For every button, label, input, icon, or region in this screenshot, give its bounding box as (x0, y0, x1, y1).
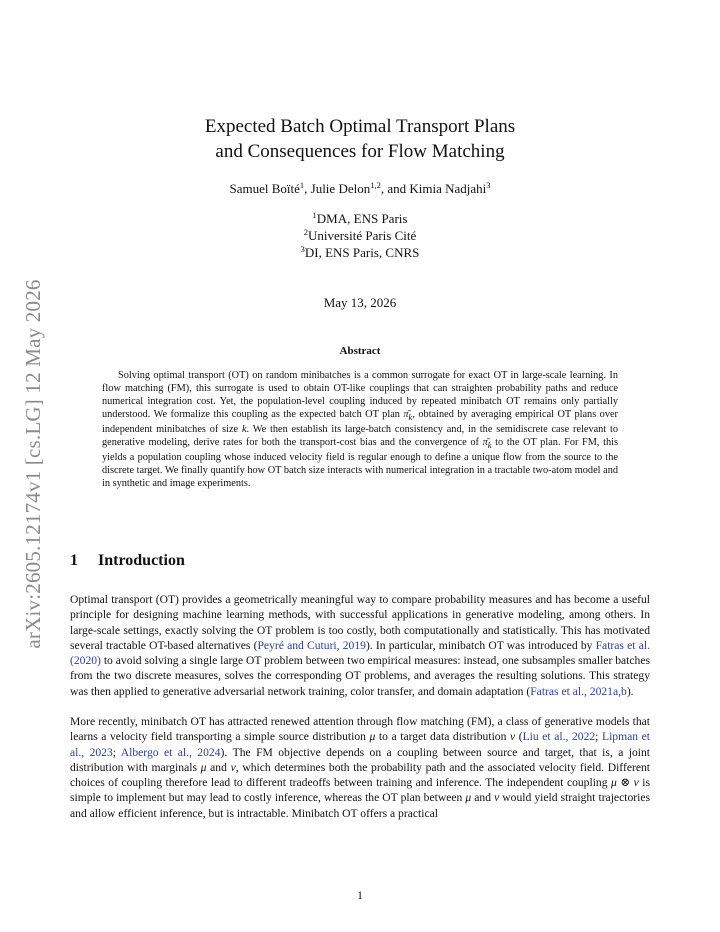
author-separator: , (304, 181, 311, 196)
affiliation-list (0, 210, 720, 261)
body-paragraph (70, 592, 650, 699)
page-number: 1 (357, 890, 363, 902)
citation-link[interactable]: Peyré and Cuturi, 2019 (257, 638, 366, 652)
paragraph-text: More recently, minibatch OT has attracted renewed attention through flow matching (FM), a class of generative models that learns a velocity field transporting a simple source distribution (70, 715, 650, 744)
abstract-text: , obtained by averaging empirical OT plans over independent minibatches of size (102, 408, 618, 435)
abstract-heading: Abstract (339, 345, 381, 357)
paragraph-text: would yield straight trajectories and allow efficient inference, but is intractable. Minibatch OT offers a practical (70, 791, 650, 820)
paragraph-text: , which determines both the probability path and the associated velocity field. Different choices of coupling therefore lead to different tradeoffs between training and inference. The independent coupling (70, 760, 650, 790)
affiliation-name: Université Paris Cité (307, 228, 417, 243)
author-name: Kimia Nadjahi (409, 181, 487, 196)
math-pi-bar: π̄ (482, 436, 488, 448)
math-subscript: k (487, 439, 492, 450)
math-mu: μ (369, 730, 376, 744)
math-mu: μ (200, 760, 207, 774)
paragraph-text: to a target data distribution (375, 730, 510, 744)
affiliation-mark: 3 (300, 244, 305, 254)
citation-link[interactable]: Lipman et al., 2023 (70, 730, 650, 759)
citation-link[interactable]: Albergo et al., 2024 (120, 745, 221, 759)
abstract-text: . We then establish its large-batch consistency and, in the semidiscrete case relevant to generative modeling, derive rates for both the transport-cost bias and the convergence of (102, 423, 618, 448)
abstract-text: Solving optimal transport (OT) on random minibatches is a common surrogate for exact OT in large-scale learning. In flow matching (FM), this surrogate is used to obtain OT-like couplings that can straighten probability paths and reduce numerical integration cost. Yet, the population-level coupling induced by repeated minibatch OT remains only partially understood. We formalize this coupling as the expected batch OT plan (102, 370, 618, 420)
section-title: Introduction (98, 552, 185, 569)
citation-link[interactable]: Fatras et al., 2021a,b (530, 684, 627, 698)
math-mu: μ (465, 791, 472, 805)
math-subscript: k (408, 411, 413, 422)
title-line-2: and Consequences for Flow Matching (215, 141, 505, 162)
author-separator: , and (380, 181, 410, 196)
title-line-1: Expected Batch Optimal Transport Plans (204, 116, 516, 137)
paragraph-text: Optimal transport (OT) provides a geometrically meaningful way to compare probability measures and has become a useful principle for designing machine learning methods, with successful applications in generative modeling, among others. In large-scale settings, exactly solving the OT problem is too costly, both computationally and statistically. This has motivated several tractable OT-based alternatives ( (70, 593, 650, 652)
math-variable: k (241, 423, 247, 435)
body-paragraph (70, 714, 650, 821)
author-list (0, 180, 720, 198)
paragraph-text: ). The FM objective depends on a coupling between source and target, that is, a joint distribution with marginals (70, 745, 651, 774)
affiliation-name: DMA, ENS Paris (316, 211, 408, 226)
affiliation-mark: 2 (303, 227, 308, 237)
paragraph-text: to avoid solving a single large OT problem between two empirical measures: instead, one subsamples smaller batches from the two discrete measures, solves the corresponding OT problems, and averages the resulting solutions. This strategy was then applied to generative adversarial network training, color transfer, and domain adaptation ( (70, 654, 650, 698)
paragraph-text: ). (626, 684, 634, 698)
citation-link[interactable]: Liu et al., 2022 (522, 730, 596, 744)
math-product-coupling: μ ⊗ ν (611, 776, 639, 790)
section-number: 1 (70, 552, 78, 569)
author-name: Julie Delon (310, 181, 371, 196)
author-name: Samuel Boïté (229, 181, 300, 196)
section-heading (70, 551, 185, 571)
affiliation-mark: 1 (312, 210, 317, 220)
paper-title (0, 114, 720, 164)
author-affiliation-mark: 1 (299, 180, 305, 190)
paragraph-text: ; (112, 745, 121, 759)
paragraph-text: ). In particular, minibatch OT was introduced by (365, 638, 596, 652)
paragraph-text: is simple to implement but may lead to costly inference, whereas the OT plan between (70, 776, 650, 805)
arxiv-identifier-stamp: arXiv:2605.12174v1 [cs.LG] 12 May 2026 (21, 279, 45, 649)
math-pi-bar: π̄ (403, 408, 409, 420)
affiliation-name: DI, ENS Paris, CNRS (304, 245, 420, 260)
affiliation (0, 210, 720, 227)
citation-link[interactable]: Fatras et al. (2020) (70, 638, 650, 668)
affiliation (0, 244, 720, 261)
paragraph-text: ; (595, 730, 602, 744)
abstract-text: to the OT plan. For FM, this yields a population coupling whose induced velocity field is regular enough to define a unique flow from the source to the discrete target. We finally quantify how OT batch size interacts with numerical integration in a tractable two-atom model and in synthetic and image experiments. (102, 436, 618, 489)
paragraph-text: and (206, 760, 231, 774)
abstract-body (102, 370, 618, 491)
author-affiliation-mark: 3 (486, 180, 491, 190)
affiliation (0, 227, 720, 244)
math-nu: ν (509, 730, 516, 744)
paragraph-text: and (471, 791, 495, 805)
author-affiliation-mark: 1,2 (370, 180, 381, 190)
publication-date: May 13, 2026 (323, 295, 397, 310)
math-nu: ν (230, 760, 236, 774)
paragraph-text: ( (515, 730, 523, 744)
math-nu: ν (494, 791, 500, 805)
